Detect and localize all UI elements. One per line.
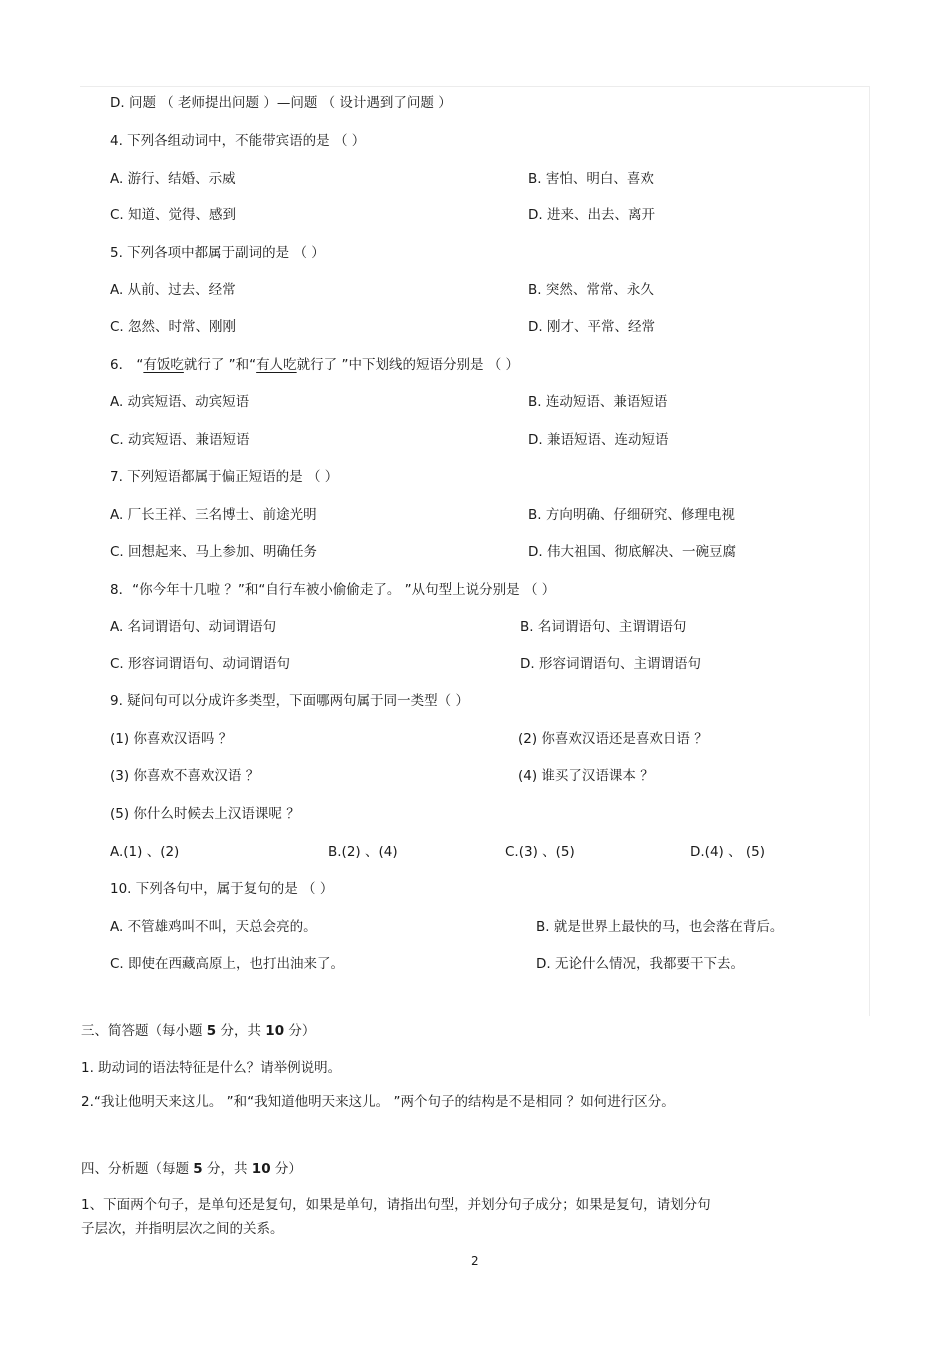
- section4-question-1-line-1: 1、下面两个句子，是单句还是复句，如果是单句，请指出句型，并划分句子成分；如果是复句，请划分句: [81, 1197, 711, 1213]
- section4-score: 5: [193, 1161, 203, 1177]
- q7-stem: 7. 下列短语都属于偏正短语的是 （ ）: [110, 469, 339, 485]
- q3-option-d: D. 问题 （ 老师提出问题 ）—问题 （ 设计遇到了问题 ）: [110, 95, 452, 111]
- section3-question-2: 2.“我让他明天来这儿。 ”和“我知道他明天来这儿。 ”两个句子的结构是不是相同 ？如何进行区分。: [81, 1094, 675, 1110]
- q7-option-c: C. 回想起来、马上参加、明确任务: [110, 544, 318, 560]
- section3-score: 5: [206, 1023, 217, 1039]
- q9-sentence-2: (2) 你喜欢汉语还是喜欢日语 ？: [518, 731, 708, 747]
- section4-total: 10: [251, 1161, 271, 1177]
- section3-question-1: 1. 助动词的语法特征是什么？请举例说明。: [81, 1060, 342, 1076]
- q10-option-c: C. 即使在西藏高原上，也打出油来了。: [110, 956, 345, 972]
- q6-number: 6． “: [110, 357, 144, 373]
- q9-option-b: B.(2) 、(4): [328, 844, 398, 860]
- q9-sentence-5: (5) 你什么时候去上汉语课呢 ？: [110, 806, 300, 822]
- q6-stem-middle: 就行了 ”和“: [183, 357, 257, 373]
- q5-option-c: C. 忽然、时常、刚刚: [110, 319, 237, 335]
- q6-option-c: C. 动宾短语、兼语短语: [110, 432, 250, 448]
- section3-heading-post: 分）: [284, 1023, 316, 1039]
- section4-heading-mid: 分，共: [202, 1161, 252, 1177]
- q6-stem: [110, 356, 519, 374]
- q5-option-b: B. 突然、常常、永久: [528, 282, 654, 298]
- q4-stem: 4. 下列各组动词中，不能带宾语的是 （ ）: [110, 133, 366, 149]
- q7-option-d: D. 伟大祖国、彻底解决、一碗豆腐: [528, 544, 736, 560]
- q4-option-d: D. 进来、出去、离开: [528, 207, 655, 223]
- q8-option-b: B. 名词谓语句、主谓谓语句: [520, 619, 687, 635]
- q9-stem: 9. 疑问句可以分成许多类型，下面哪两句属于同一类型（ ）: [110, 693, 469, 709]
- section4-heading: [81, 1160, 302, 1178]
- q4-option-c: C. 知道、觉得、感到: [110, 207, 237, 223]
- section3-total: 10: [265, 1023, 285, 1039]
- q4-option-b: B. 害怕、明白、喜欢: [528, 171, 654, 187]
- page-number: 2: [471, 1254, 479, 1268]
- q6-option-d: D. 兼语短语、连动短语: [528, 432, 669, 448]
- frame-border-right: [869, 86, 870, 1016]
- section4-heading-post: 分）: [270, 1161, 302, 1177]
- q6-stem-rest: 就行了 ”中下划线的短语分别是 （ ）: [296, 357, 520, 373]
- q6-underlined-phrase-1: 有饭吃: [143, 357, 184, 373]
- q6-option-b: B. 连动短语、兼语短语: [528, 394, 668, 410]
- q9-option-a: A.(1) 、(2): [110, 844, 180, 860]
- section3-heading: [81, 1022, 315, 1040]
- section3-heading-mid: 分，共: [216, 1023, 266, 1039]
- q9-option-c: C.(3) 、(5): [505, 844, 575, 860]
- q8-option-a: A. 名词谓语句、动词谓语句: [110, 619, 277, 635]
- q7-option-a: A. 厂长王祥、三名博士、前途光明: [110, 507, 317, 523]
- q5-stem: 5. 下列各项中都属于副词的是 （ ）: [110, 245, 325, 261]
- q9-sentence-4: (4) 谁买了汉语课本 ？: [518, 768, 654, 784]
- q7-option-b: B. 方向明确、仔细研究、修理电视: [528, 507, 735, 523]
- q10-option-a: A. 不管雄鸡叫不叫，天总会亮的。: [110, 919, 317, 935]
- q10-option-b: B. 就是世界上最快的马，也会落在背后。: [536, 919, 784, 935]
- q8-option-d: D. 形容词谓语句、主谓谓语句: [520, 656, 701, 672]
- q6-option-a: A. 动宾短语、动宾短语: [110, 394, 250, 410]
- q8-stem: 8．“你今年十几啦 ？”和“自行车被小偷偷走了。 ”从句型上说分别是 （ ）: [110, 582, 556, 598]
- q8-option-c: C. 形容词谓语句、动词谓语句: [110, 656, 291, 672]
- section4-heading-pre: 四、分析题（每题: [81, 1161, 194, 1177]
- q10-stem: 10. 下列各句中，属于复句的是 （ ）: [110, 881, 334, 897]
- q10-option-d: D. 无论什么情况，我都要干下去。: [536, 956, 744, 972]
- q9-sentence-3: (3) 你喜欢不喜欢汉语 ？: [110, 768, 260, 784]
- q5-option-d: D. 刚才、平常、经常: [528, 319, 655, 335]
- q6-underlined-phrase-2: 有人吃: [256, 357, 297, 373]
- frame-border-top: [80, 86, 870, 87]
- section3-heading-pre: 三、简答题（每小题: [81, 1023, 207, 1039]
- q9-option-d: D.(4) 、 (5): [690, 844, 766, 860]
- q4-option-a: A. 游行、结婚、示威: [110, 171, 236, 187]
- q5-option-a: A. 从前、过去、经常: [110, 282, 236, 298]
- q9-sentence-1: (1) 你喜欢汉语吗 ？: [110, 731, 233, 747]
- section4-question-1-line-2: 子层次，并指明层次之间的关系。: [81, 1221, 284, 1237]
